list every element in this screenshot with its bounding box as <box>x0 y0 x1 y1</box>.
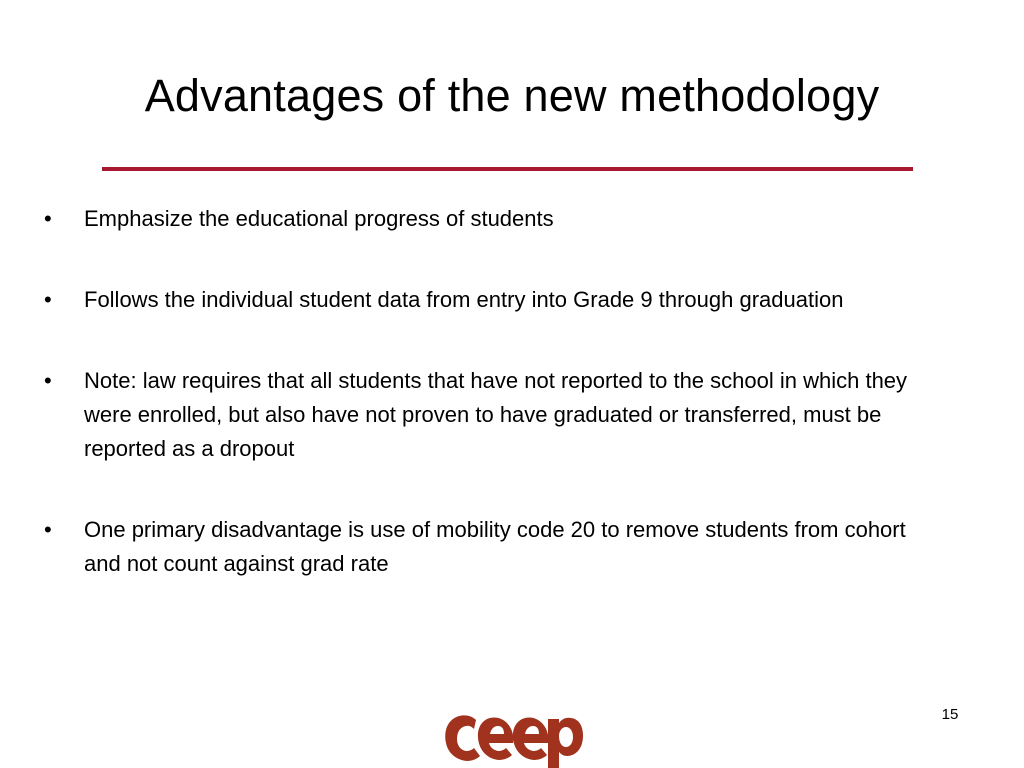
bullet-icon: • <box>44 287 52 312</box>
bullet-icon: • <box>44 517 52 542</box>
bullet-text: One primary disadvantage is use of mobility code 20 to remove students from cohort and not count against grad rate <box>84 517 906 576</box>
bullet-item <box>44 283 944 317</box>
bullet-icon: • <box>44 368 52 393</box>
title-underline <box>102 167 913 171</box>
ceep-logo-icon <box>442 706 584 768</box>
slide-title: Advantages of the new methodology <box>144 70 880 121</box>
page-number: 15 <box>941 706 959 723</box>
bullet-item <box>44 513 944 581</box>
bullet-item <box>44 364 944 466</box>
bullet-item <box>44 202 944 236</box>
bullet-text: Emphasize the educational progress of students <box>84 206 554 231</box>
bullet-text: Follows the individual student data from entry into Grade 9 through graduation <box>84 287 844 312</box>
bullet-text: Note: law requires that all students that have not reported to the school in which they were enrolled, but also have not proven to have graduated or transferred, must be reported as a dropout <box>84 368 908 461</box>
bullet-icon: • <box>44 206 52 231</box>
bullet-list <box>44 202 944 581</box>
